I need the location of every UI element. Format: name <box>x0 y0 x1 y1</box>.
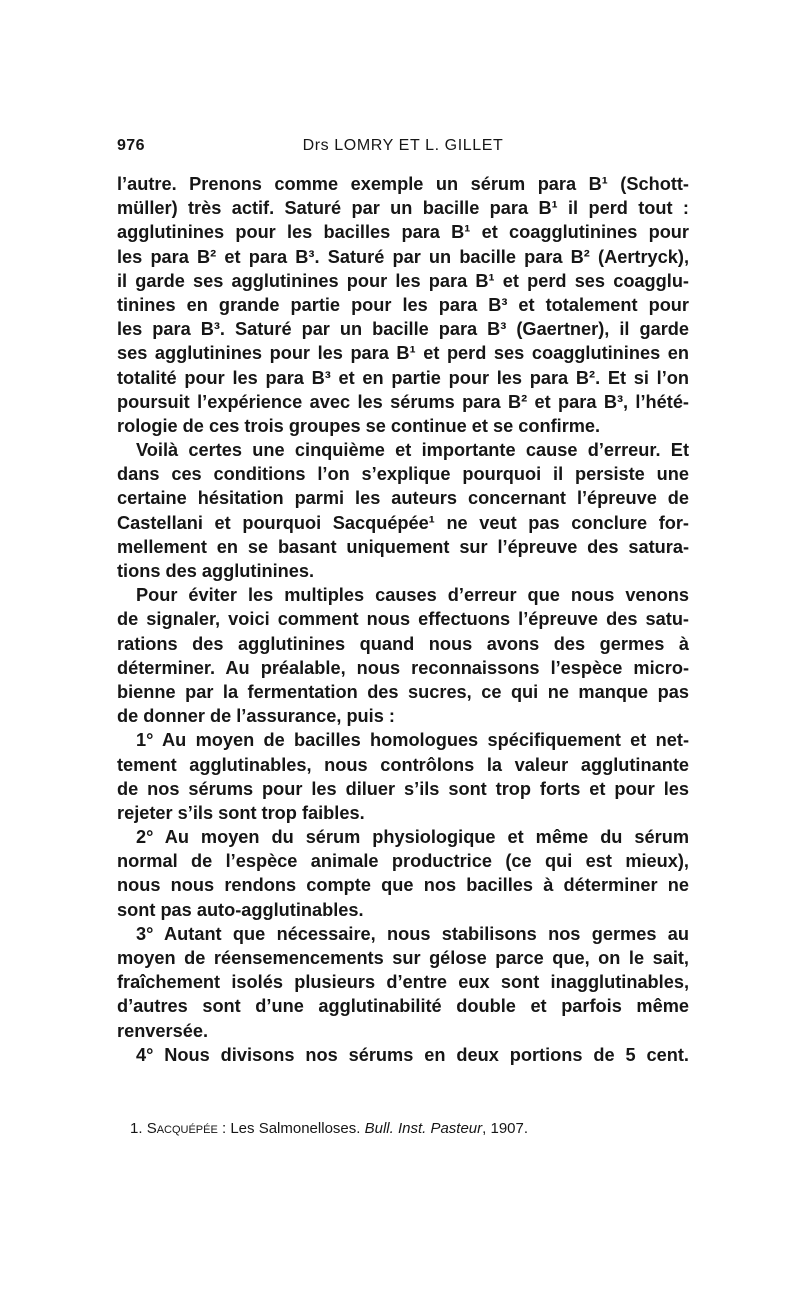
text-line: tinines en grande partie pour les para B³ et totalement pour <box>117 294 689 315</box>
footnote-author: Sacquépée <box>146 1120 218 1137</box>
body-text <box>117 172 689 1067</box>
text-line: fraîchement isolés plusieurs d’entre eux sont inagglutinables, <box>117 972 689 993</box>
text-line: normal de l’espèce animale productrice (ce qui est mieux), <box>117 851 689 872</box>
footnote-title: Les Salmonelloses. <box>230 1120 361 1137</box>
text-line: ses agglutinines pour les para B¹ et perd ses coagglutinines en <box>117 343 689 364</box>
page-number: 976 <box>117 137 145 154</box>
text-line: Pour éviter les multiples causes d’erreur que nous venons <box>136 585 689 606</box>
footnote-journal: Bull. Inst. Pasteur <box>364 1120 483 1137</box>
page-header <box>117 137 689 161</box>
text-line: les para B³. Saturé par un bacille para B³ (Gaertner), il garde <box>117 319 689 340</box>
text-line: rologie de ces trois groupes se continue et se confirme. <box>117 415 601 436</box>
text-line: poursuit l’expérience avec les sérums para B² et para B³, l’hété- <box>117 391 689 412</box>
text-line: il garde ses agglutinines pour les para B¹ et perd ses coagglu- <box>117 270 689 291</box>
text-line: sont pas auto-agglutinables. <box>117 899 364 920</box>
text-line: d’autres sont d’une agglutinabilité double et parfois même <box>117 996 689 1017</box>
text-line: 2° Au moyen du sérum physiologique et même du sérum <box>136 827 689 848</box>
text-line: 4° Nous divisons nos sérums en deux portions de 5 cent. <box>136 1044 689 1065</box>
text-line: 3° Autant que nécessaire, nous stabilisons nos germes au <box>136 923 689 944</box>
text-line: tions des agglutinines. <box>117 561 315 581</box>
text-line: rations des agglutinines quand nous avons des germes à <box>117 633 689 654</box>
text-line: les para B² et para B³. Saturé par un bacille para B² (Aertryck), <box>117 246 689 267</box>
text-line: l’autre. Prenons comme exemple un sérum para B¹ (Schott- <box>117 174 689 194</box>
text-line: de donner de l’assurance, puis : <box>117 706 395 727</box>
text-line: totalité pour les para B³ et en partie pour les para B². Et si l’on <box>117 367 689 388</box>
text-line: bienne par la fermentation des sucres, ce qui ne manque pas <box>117 681 689 702</box>
running-title: Drs LOMRY ET L. GILLET <box>302 137 504 154</box>
text-line: Voilà certes une cinquième et importante cause d’erreur. Et <box>136 440 689 461</box>
text-line: tement agglutinables, nous contrôlons la valeur agglutinante <box>117 754 689 775</box>
text-line: agglutinines pour les bacilles para B¹ et coagglutinines pour <box>117 222 689 243</box>
text-line: rejeter s’ils sont trop faibles. <box>117 802 365 823</box>
text-line: renversée. <box>117 1020 209 1041</box>
text-line: déterminer. Au préalable, nous reconnaissons l’espèce micro- <box>117 657 689 678</box>
footnote-separator: : <box>217 1120 231 1137</box>
text-line: certaine hésitation parmi les auteurs concernant l’épreuve de <box>117 488 689 509</box>
text-line: moyen de réensemencements sur gélose parce que, on le sait, <box>117 948 689 968</box>
text-line: nous nous rendons compte que nos bacilles à déterminer ne <box>117 875 689 896</box>
text-line: de nos sérums pour les diluer s’ils sont trop forts et pour les <box>117 778 689 799</box>
text-line: mellement en se basant uniquement sur l’épreuve des satura- <box>117 536 689 557</box>
text-line: Castellani et pourquoi Sacquépée¹ ne veut pas conclure for- <box>117 512 689 533</box>
footnote-year: , 1907. <box>482 1120 529 1137</box>
text-line: 1° Au moyen de bacilles homologues spécifiquement et net- <box>136 730 689 751</box>
footnote-marker: 1. <box>130 1120 143 1137</box>
text-line: müller) très actif. Saturé par un bacille para B¹ il perd tout : <box>117 198 689 219</box>
text-line: de signaler, voici comment nous effectuons l’épreuve des satu- <box>117 609 689 630</box>
text-line: dans ces conditions l’on s’explique pourquoi il persiste une <box>117 464 689 485</box>
footnote <box>130 1120 690 1137</box>
